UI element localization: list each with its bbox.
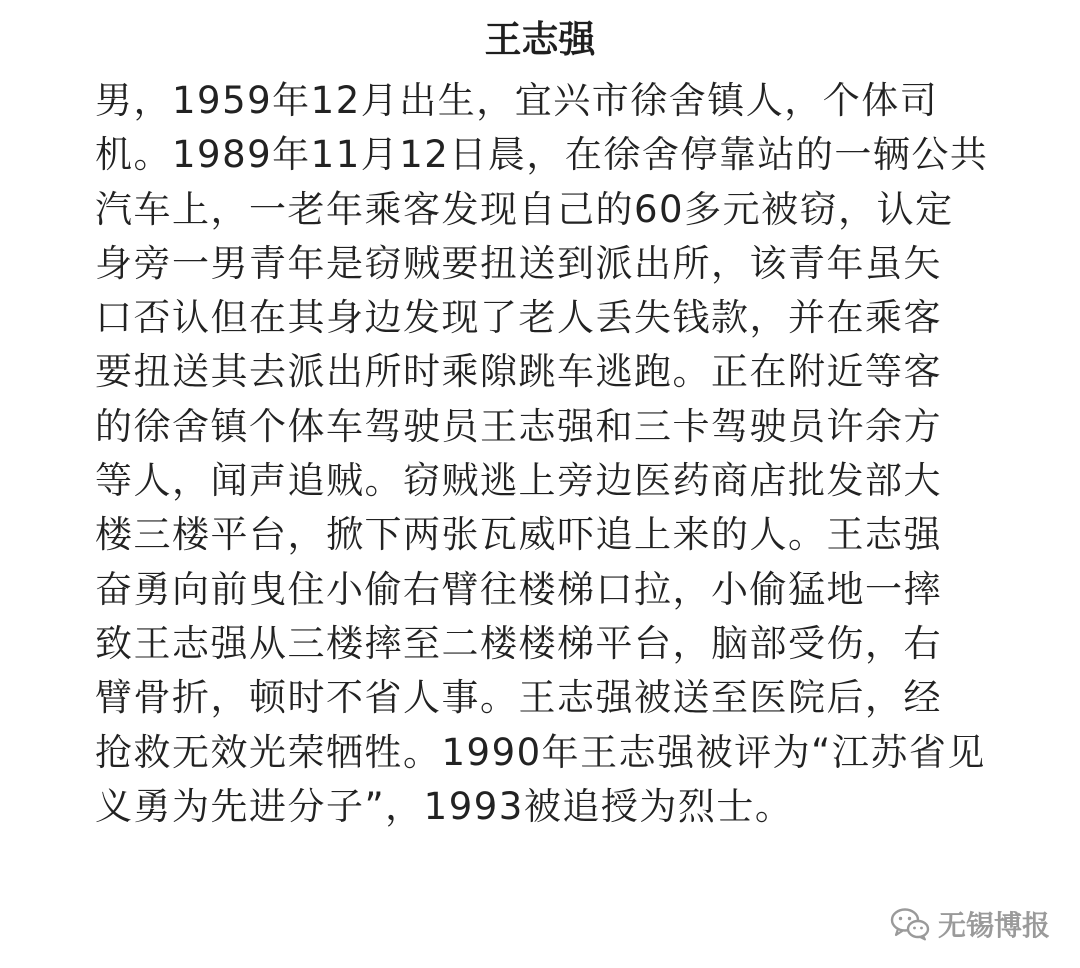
body-line: 臂骨折，顿时不省人事。王志强被送至医院后，经 <box>95 676 942 720</box>
body-line: 要扭送其去派出所时乘隙跳车逃跑。正在附近等客 <box>95 350 942 394</box>
wechat-icon <box>890 907 930 941</box>
article-title: 王志强 <box>484 18 596 61</box>
body-line: 口否认但在其身边发现了老人丢失钱款，并在乘客 <box>95 296 942 340</box>
body-line: 楼三楼平台，掀下两张瓦威吓追上来的人。王志强 <box>95 513 942 557</box>
body-line: 奋勇向前曳住小偷右臂往楼梯口拉，小偷猛地一摔 <box>95 567 942 611</box>
body-line: 等人，闻声追贼。窃贼逃上旁边医药商店批发部大 <box>95 459 942 503</box>
watermark-text: 无锡博报 <box>937 909 1050 942</box>
body-line: 身旁一男青年是窃贼要扭送到派出所，该青年虽矢 <box>95 241 942 285</box>
body-line: 抢救无效光荣牺牲。1990年王志强被评为“江苏省见 <box>95 730 986 774</box>
body-line: 义勇为先进分子”，1993被追授为烈士。 <box>95 784 794 828</box>
body-line: 汽车上，一老年乘客发现自己的60多元被窃，认定 <box>95 187 954 231</box>
body-line: 致王志强从三楼摔至二楼楼梯平台，脑部受伤，右 <box>95 621 942 665</box>
body-line: 的徐舍镇个体车驾驶员王志强和三卡驾驶员许余方 <box>95 404 942 448</box>
body-line: 机。1989年11月12日晨，在徐舍停靠站的一辆公共 <box>95 133 989 177</box>
watermark <box>890 904 1050 944</box>
article-body <box>95 74 995 834</box>
body-line: 男，1959年12月出生，宜兴市徐舍镇人，个体司 <box>95 79 939 122</box>
